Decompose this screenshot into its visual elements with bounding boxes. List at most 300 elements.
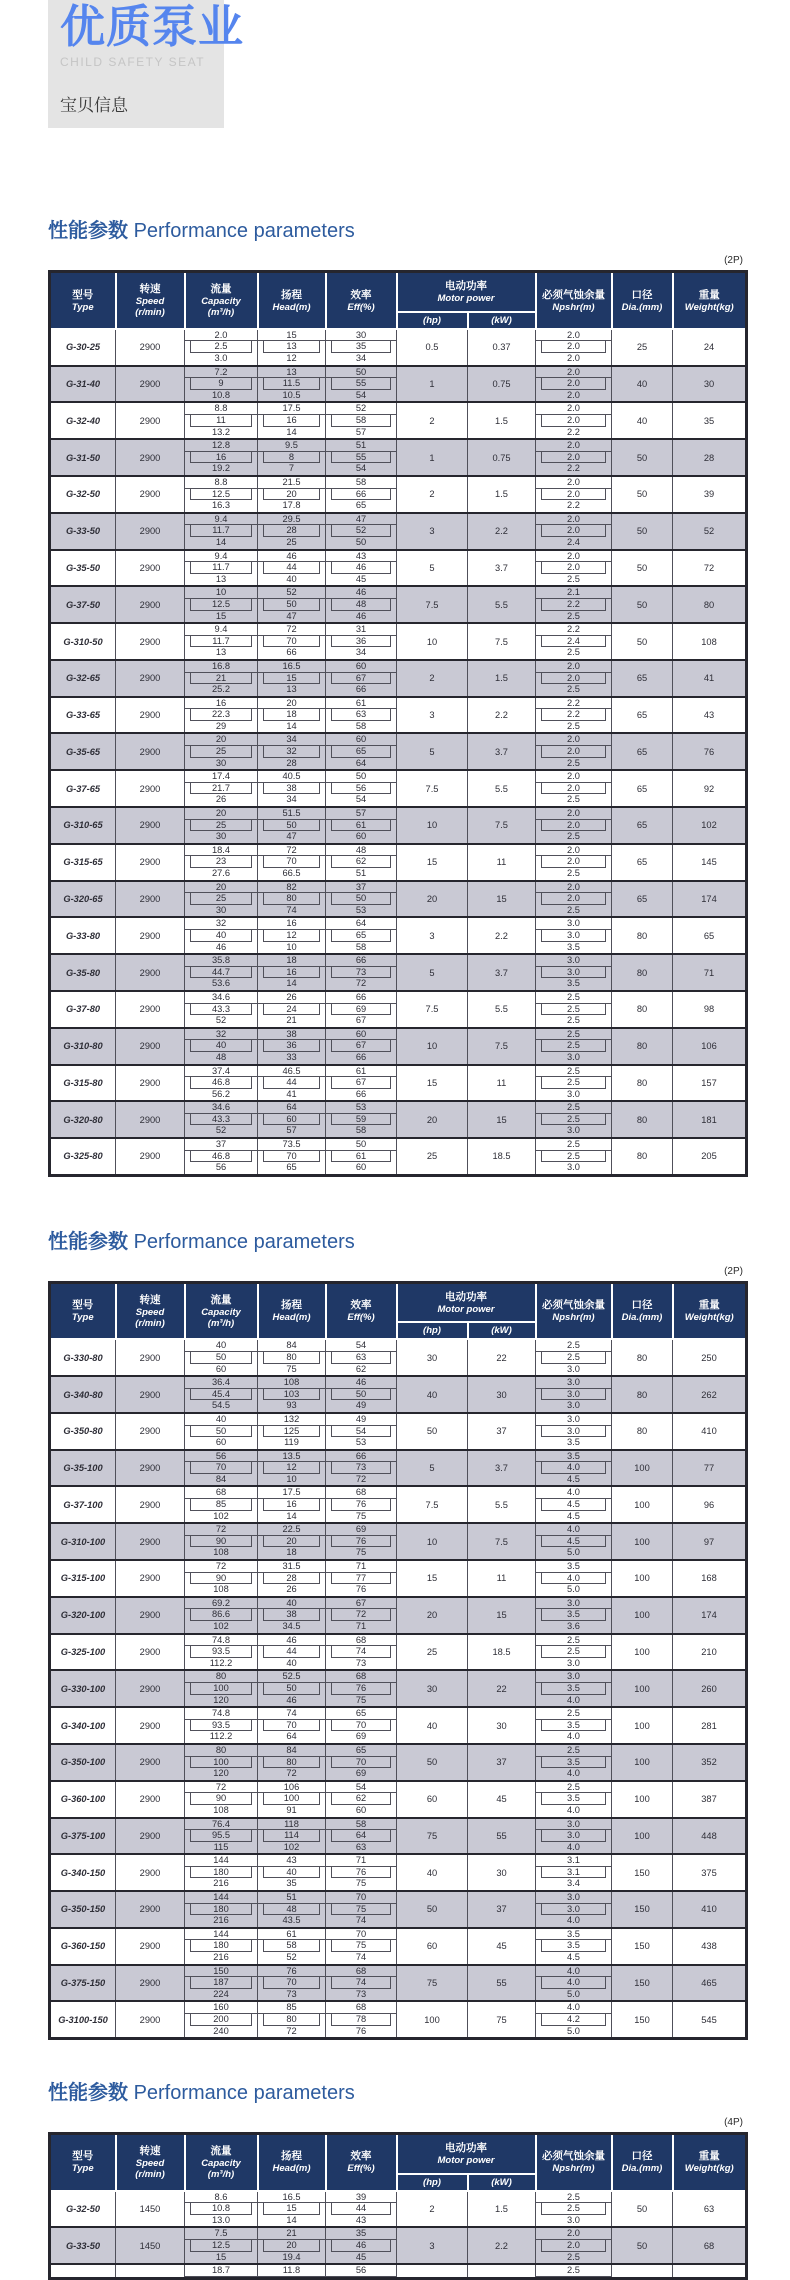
head-cell — [258, 1499, 326, 1511]
eff-cell-value: 65 — [355, 500, 367, 511]
capacity-cell — [185, 1352, 258, 1364]
col-npshr: 必须气蚀余量 Npshr(m) — [536, 2134, 612, 2191]
npshr-cell-value: 3.0 — [541, 1426, 606, 1438]
head-cell — [258, 2026, 326, 2039]
npshr-cell-value: 2.0 — [541, 856, 606, 868]
eff-cell-value: 50 — [355, 536, 367, 547]
kw-cell: 7.5 — [468, 623, 536, 660]
capacity-cell-value: 30 — [215, 904, 227, 915]
head-cell — [258, 1731, 326, 1744]
eff-cell-value: 50 — [326, 771, 396, 783]
model-cell: G-35-80 — [50, 954, 116, 991]
capacity-cell-value: 21.7 — [190, 783, 252, 795]
capacity-cell-value: 90 — [190, 1793, 252, 1805]
npshr-cell-value: 2.0 — [536, 330, 611, 342]
eff-cell — [326, 623, 397, 636]
speed-cell: 2900 — [116, 1928, 185, 1965]
head-cell — [258, 1597, 326, 1610]
head-cell-value: 50 — [263, 820, 320, 832]
npshr-cell — [536, 733, 612, 746]
dia-cell: 50 — [612, 2191, 673, 2228]
eff-cell — [326, 1830, 397, 1842]
eff-cell-value: 49 — [326, 1414, 396, 1426]
npshr-cell — [536, 1695, 612, 1708]
eff-cell-value: 75 — [355, 1547, 367, 1558]
eff-cell — [326, 783, 397, 795]
capacity-cell — [185, 1125, 258, 1138]
weight-cell: 30 — [673, 366, 747, 403]
kw-cell: 18.5 — [468, 1634, 536, 1671]
weight-cell: 96 — [673, 1486, 747, 1523]
weight-cell: 260 — [673, 1670, 747, 1707]
kw-cell: 0.37 — [468, 329, 536, 366]
capacity-cell — [185, 1584, 258, 1597]
capacity-cell-value: 16.3 — [211, 500, 231, 511]
eff-cell — [326, 856, 397, 868]
head-cell — [258, 439, 326, 452]
npshr-cell — [536, 1004, 612, 1016]
capacity-cell-value: 80 — [185, 1745, 257, 1757]
capacity-cell — [185, 2014, 258, 2026]
eff-cell — [326, 794, 397, 807]
eff-cell — [326, 1731, 397, 1744]
head-cell — [258, 660, 326, 673]
npshr-cell-value: 2.5 — [541, 1004, 606, 1016]
capacity-cell — [185, 1162, 258, 1175]
npshr-cell — [536, 1462, 612, 1474]
kw-cell: 30 — [468, 1854, 536, 1891]
table-row — [50, 513, 747, 526]
npshr-cell — [536, 893, 612, 905]
capacity-cell-value: 25 — [190, 893, 252, 905]
hp-cell: 7.5 — [397, 586, 468, 623]
eff-cell — [326, 942, 397, 955]
capacity-cell-value: 2.0 — [185, 330, 257, 342]
capacity-cell-value: 9.4 — [185, 514, 257, 526]
eff-cell-value: 66 — [355, 684, 367, 695]
eff-cell-value: 62 — [331, 856, 391, 868]
speed-cell — [116, 2264, 185, 2278]
head-cell — [258, 1646, 326, 1658]
dia-cell: 40 — [612, 402, 673, 439]
npshr-cell — [536, 2014, 612, 2026]
npshr-cell — [536, 1511, 612, 1524]
npshr-cell — [536, 586, 612, 599]
head-cell — [258, 390, 326, 403]
head-cell — [258, 562, 326, 574]
npshr-cell — [536, 1125, 612, 1138]
head-cell — [258, 1400, 326, 1413]
eff-cell — [326, 537, 397, 550]
eff-cell-value: 46 — [326, 587, 396, 599]
capacity-cell-value: 46 — [215, 941, 227, 952]
eff-cell-value: 60 — [326, 1029, 396, 1041]
kw-cell: 5.5 — [468, 586, 536, 623]
npshr-cell-value: 2.5 — [536, 1745, 611, 1757]
eff-cell — [326, 881, 397, 894]
capacity-cell — [185, 1634, 258, 1647]
section-title-en: Performance parameters — [133, 220, 355, 243]
npshr-cell — [536, 807, 612, 820]
capacity-cell — [185, 1450, 258, 1463]
kw-cell: 7.5 — [468, 1523, 536, 1560]
hp-cell: 1 — [397, 439, 468, 476]
npshr-cell — [536, 1634, 612, 1647]
head-cell-value: 14 — [286, 2214, 297, 2225]
table-row — [50, 770, 747, 783]
npshr-cell-value: 2.0 — [536, 367, 611, 379]
eff-cell-value: 54 — [355, 463, 367, 474]
npshr-cell-value: 2.0 — [541, 893, 606, 905]
npshr-cell-value: 2.5 — [536, 2265, 611, 2277]
col-speed: 转速 Speed (r/min) — [116, 1282, 185, 1339]
dia-cell: 150 — [612, 2001, 673, 2038]
head-cell-value: 43.5 — [282, 1915, 301, 1926]
capacity-cell-value: 60 — [215, 1363, 227, 1374]
capacity-cell-value: 37.4 — [185, 1066, 257, 1078]
eff-cell — [326, 1805, 397, 1818]
npshr-cell-value: 4.2 — [541, 2014, 606, 2026]
dia-cell: 65 — [612, 697, 673, 734]
head-cell-value: 50 — [263, 599, 320, 611]
npshr-cell — [536, 2203, 612, 2215]
eff-cell — [326, 2014, 397, 2026]
weight-cell: 410 — [673, 1891, 747, 1928]
head-cell — [258, 2203, 326, 2215]
npshr-cell-value: 2.0 — [541, 783, 606, 795]
capacity-cell — [185, 991, 258, 1004]
head-cell — [258, 820, 326, 832]
capacity-cell — [185, 917, 258, 930]
capacity-cell — [185, 905, 258, 918]
npshr-cell-value: 2.0 — [536, 808, 611, 820]
table-row — [50, 1413, 747, 1426]
model-cell: G-35-100 — [50, 1450, 116, 1487]
kw-cell: 7.5 — [468, 1028, 536, 1065]
eff-cell-value: 30 — [326, 330, 396, 342]
capacity-cell — [185, 660, 258, 673]
dia-cell: 100 — [612, 1450, 673, 1487]
npshr-cell-value: 2.5 — [567, 1015, 580, 1026]
capacity-cell-value: 108 — [213, 1547, 229, 1558]
model-cell: G-360-100 — [50, 1781, 116, 1818]
npshr-cell-value: 2.2 — [541, 599, 606, 611]
hp-cell: 75 — [397, 1818, 468, 1855]
npshr-cell — [536, 1389, 612, 1401]
head-cell — [258, 2191, 326, 2204]
eff-cell — [326, 1940, 397, 1952]
npshr-cell-value: 4.5 — [541, 1536, 606, 1548]
hp-cell: 25 — [397, 1138, 468, 1175]
head-cell-value: 28 — [263, 525, 320, 537]
head-cell — [258, 550, 326, 563]
eff-cell-value: 58 — [326, 477, 396, 489]
npshr-cell — [536, 1450, 612, 1463]
eff-cell-value: 67 — [331, 1040, 391, 1052]
hp-cell: 25 — [397, 1634, 468, 1671]
model-cell: G-310-65 — [50, 807, 116, 844]
model-cell: G-32-65 — [50, 660, 116, 697]
eff-cell — [326, 967, 397, 979]
capacity-cell-value: 52 — [215, 1125, 227, 1136]
table-row — [50, 439, 747, 452]
kw-cell: 1.5 — [468, 2191, 536, 2228]
eff-cell-value: 52 — [326, 403, 396, 415]
npshr-cell — [536, 1891, 612, 1904]
eff-cell-value: 74 — [331, 1646, 391, 1658]
dia-cell: 150 — [612, 1891, 673, 1928]
head-cell — [258, 1065, 326, 1078]
weight-cell: 205 — [673, 1138, 747, 1175]
head-cell — [258, 1867, 326, 1879]
capacity-cell — [185, 636, 258, 648]
npshr-cell — [536, 550, 612, 563]
npshr-cell — [536, 366, 612, 379]
dia-cell: 80 — [612, 1376, 673, 1413]
npshr-cell-value: 4.5 — [567, 1952, 580, 1963]
npshr-cell-value: 3.0 — [536, 1892, 611, 1904]
table-row — [50, 1670, 747, 1683]
npshr-cell-value: 2.0 — [536, 882, 611, 894]
eff-cell-value: 61 — [331, 820, 391, 832]
capacity-cell — [185, 1683, 258, 1695]
eff-cell-value: 54 — [355, 794, 367, 805]
head-cell-value: 114 — [263, 1830, 320, 1842]
eff-cell — [326, 1670, 397, 1683]
npshr-cell — [536, 1854, 612, 1867]
head-cell-value: 72 — [286, 1768, 297, 1779]
head-cell-value: 74 — [258, 1708, 325, 1720]
model-cell: G-35-65 — [50, 733, 116, 770]
head-cell-value: 12 — [263, 1462, 320, 1474]
capacity-cell-value: 102 — [213, 1621, 229, 1632]
npshr-cell — [536, 1437, 612, 1450]
eff-cell — [326, 746, 397, 758]
model-cell: G-310-100 — [50, 1523, 116, 1560]
npshr-cell-value: 3.5 — [536, 1451, 611, 1463]
capacity-cell-value: 100 — [190, 1683, 252, 1695]
head-cell — [258, 881, 326, 894]
npshr-cell — [536, 1536, 612, 1548]
eff-cell — [326, 562, 397, 574]
table-row — [50, 954, 747, 967]
head-cell-value: 43 — [258, 1855, 325, 1867]
head-cell — [258, 954, 326, 967]
npshr-cell-value: 3.0 — [536, 1819, 611, 1831]
capacity-cell — [185, 1928, 258, 1941]
head-cell-value: 73 — [286, 1988, 297, 1999]
npshr-cell-value: 2.5 — [536, 1782, 611, 1794]
capacity-cell — [185, 1940, 258, 1952]
eff-cell-value: 50 — [331, 1389, 391, 1401]
capacity-cell — [185, 673, 258, 685]
speed-cell: 2900 — [116, 1560, 185, 1597]
eff-cell — [326, 1854, 397, 1867]
head-cell-value: 40 — [286, 573, 297, 584]
npshr-cell-value: 3.5 — [536, 1929, 611, 1941]
npshr-cell — [536, 1757, 612, 1769]
model-cell: G-315-65 — [50, 844, 116, 881]
eff-cell-value: 54 — [331, 1426, 391, 1438]
table-row — [50, 550, 747, 563]
npshr-cell — [536, 489, 612, 501]
head-cell-value: 10 — [286, 941, 297, 952]
head-cell-value: 108 — [258, 1377, 325, 1389]
model-cell: G-350-80 — [50, 1413, 116, 1450]
capacity-cell — [185, 1004, 258, 1016]
eff-cell — [326, 1928, 397, 1941]
npshr-cell — [536, 1089, 612, 1102]
table-row — [50, 844, 747, 857]
dia-cell: 150 — [612, 1854, 673, 1891]
eff-cell — [326, 452, 397, 464]
capacity-cell — [185, 2264, 258, 2278]
eff-cell-value: 67 — [331, 1077, 391, 1089]
eff-cell — [326, 1793, 397, 1805]
dia-cell: 80 — [612, 1101, 673, 1138]
head-cell — [258, 636, 326, 648]
capacity-cell-value: 216 — [213, 1878, 229, 1889]
capacity-cell-value: 37 — [185, 1139, 257, 1151]
hp-cell: 15 — [397, 1065, 468, 1102]
npshr-cell-value: 3.5 — [567, 941, 580, 952]
table-row — [50, 1597, 747, 1610]
head-cell — [258, 463, 326, 476]
hp-cell: 40 — [397, 1707, 468, 1744]
npshr-cell-value: 4.0 — [536, 2002, 611, 2014]
head-cell — [258, 1547, 326, 1560]
npshr-cell — [536, 415, 612, 427]
capacity-cell — [185, 341, 258, 353]
capacity-cell — [185, 2240, 258, 2252]
eff-cell-value: 58 — [331, 415, 391, 427]
capacity-cell-value: 18.7 — [185, 2265, 257, 2277]
npshr-cell-value: 2.0 — [541, 562, 606, 574]
npshr-cell-value: 3.0 — [541, 930, 606, 942]
capacity-cell-value: 46.8 — [190, 1151, 252, 1163]
eff-cell — [326, 1597, 397, 1610]
npshr-cell-value: 2.0 — [541, 489, 606, 501]
capacity-cell-value: 22.3 — [190, 709, 252, 721]
hp-cell: 30 — [397, 1339, 468, 1376]
eff-cell — [326, 2227, 397, 2240]
head-cell-value: 25 — [286, 536, 297, 547]
speed-cell: 2900 — [116, 1634, 185, 1671]
head-cell — [258, 1720, 326, 1732]
npshr-cell-value: 2.0 — [536, 2228, 611, 2240]
eff-cell-value: 45 — [355, 573, 367, 584]
head-cell-value: 51.5 — [258, 808, 325, 820]
head-cell — [258, 1413, 326, 1426]
table-row — [50, 402, 747, 415]
eff-cell-value: 57 — [326, 808, 396, 820]
head-cell-value: 34 — [286, 794, 297, 805]
npshr-cell-value: 5.0 — [567, 1988, 580, 1999]
head-cell — [258, 917, 326, 930]
capacity-cell-value: 43.3 — [190, 1114, 252, 1126]
head-cell-value: 47 — [286, 831, 297, 842]
head-cell-value: 50 — [263, 1683, 320, 1695]
eff-cell-value: 54 — [355, 389, 367, 400]
eff-cell-value: 68 — [326, 2002, 396, 2014]
capacity-cell-value: 120 — [213, 1694, 229, 1705]
head-cell-value: 65 — [286, 1162, 297, 1173]
npshr-cell — [536, 2252, 612, 2265]
speed-cell: 2900 — [116, 770, 185, 807]
capacity-cell — [185, 500, 258, 513]
table-row — [50, 586, 747, 599]
speed-cell: 2900 — [116, 623, 185, 660]
weight-cell: 102 — [673, 807, 747, 844]
kw-cell: 45 — [468, 1781, 536, 1818]
head-cell — [258, 1162, 326, 1175]
table-row — [50, 1486, 747, 1499]
weight-cell: 43 — [673, 697, 747, 734]
head-cell-value: 125 — [263, 1426, 320, 1438]
head-cell — [258, 489, 326, 501]
head-cell — [258, 684, 326, 697]
capacity-cell-value: 12.5 — [190, 2240, 252, 2252]
head-cell — [258, 1426, 326, 1438]
col-hp: (hp) — [397, 312, 468, 329]
head-cell-value: 44 — [263, 562, 320, 574]
kw-cell: 18.5 — [468, 1138, 536, 1175]
eff-cell — [326, 366, 397, 379]
npshr-cell — [536, 1683, 612, 1695]
eff-cell — [326, 893, 397, 905]
npshr-cell — [536, 1573, 612, 1585]
head-cell-value: 13.5 — [258, 1451, 325, 1463]
npshr-cell — [536, 1077, 612, 1089]
npshr-cell — [536, 574, 612, 587]
capacity-cell-value: 93.5 — [190, 1646, 252, 1658]
eff-cell — [326, 1426, 397, 1438]
eff-cell-value: 51 — [326, 440, 396, 452]
eff-cell-value: 63 — [331, 1352, 391, 1364]
capacity-cell — [185, 1744, 258, 1757]
kw-cell: 11 — [468, 1560, 536, 1597]
capacity-cell — [185, 2227, 258, 2240]
kw-cell: 30 — [468, 1376, 536, 1413]
capacity-cell — [185, 967, 258, 979]
eff-cell — [326, 463, 397, 476]
head-cell-value: 13 — [258, 367, 325, 379]
head-cell-value: 14 — [286, 978, 297, 989]
npshr-cell — [536, 2001, 612, 2014]
eff-cell-value: 73 — [331, 1462, 391, 1474]
model-cell: G-37-50 — [50, 586, 116, 623]
model-cell: G-375-150 — [50, 1965, 116, 2002]
eff-cell-value: 60 — [326, 734, 396, 746]
head-cell-value: 21 — [286, 1015, 297, 1026]
hp-cell: 2 — [397, 660, 468, 697]
npshr-cell-value: 2.5 — [567, 684, 580, 695]
npshr-cell — [536, 1670, 612, 1683]
eff-cell — [326, 1089, 397, 1102]
weight-cell: 97 — [673, 1523, 747, 1560]
speed-cell: 2900 — [116, 1413, 185, 1450]
weight-cell: 375 — [673, 1854, 747, 1891]
npshr-cell-value: 3.5 — [541, 1683, 606, 1695]
eff-cell-value: 46 — [355, 610, 367, 621]
model-cell: G-325-100 — [50, 1634, 116, 1671]
capacity-cell — [185, 1818, 258, 1831]
head-cell-value: 118 — [258, 1819, 325, 1831]
performance-section-1 — [48, 214, 745, 1176]
hp-cell: 40 — [397, 1854, 468, 1891]
head-cell-value: 18 — [258, 955, 325, 967]
eff-cell — [326, 1658, 397, 1671]
